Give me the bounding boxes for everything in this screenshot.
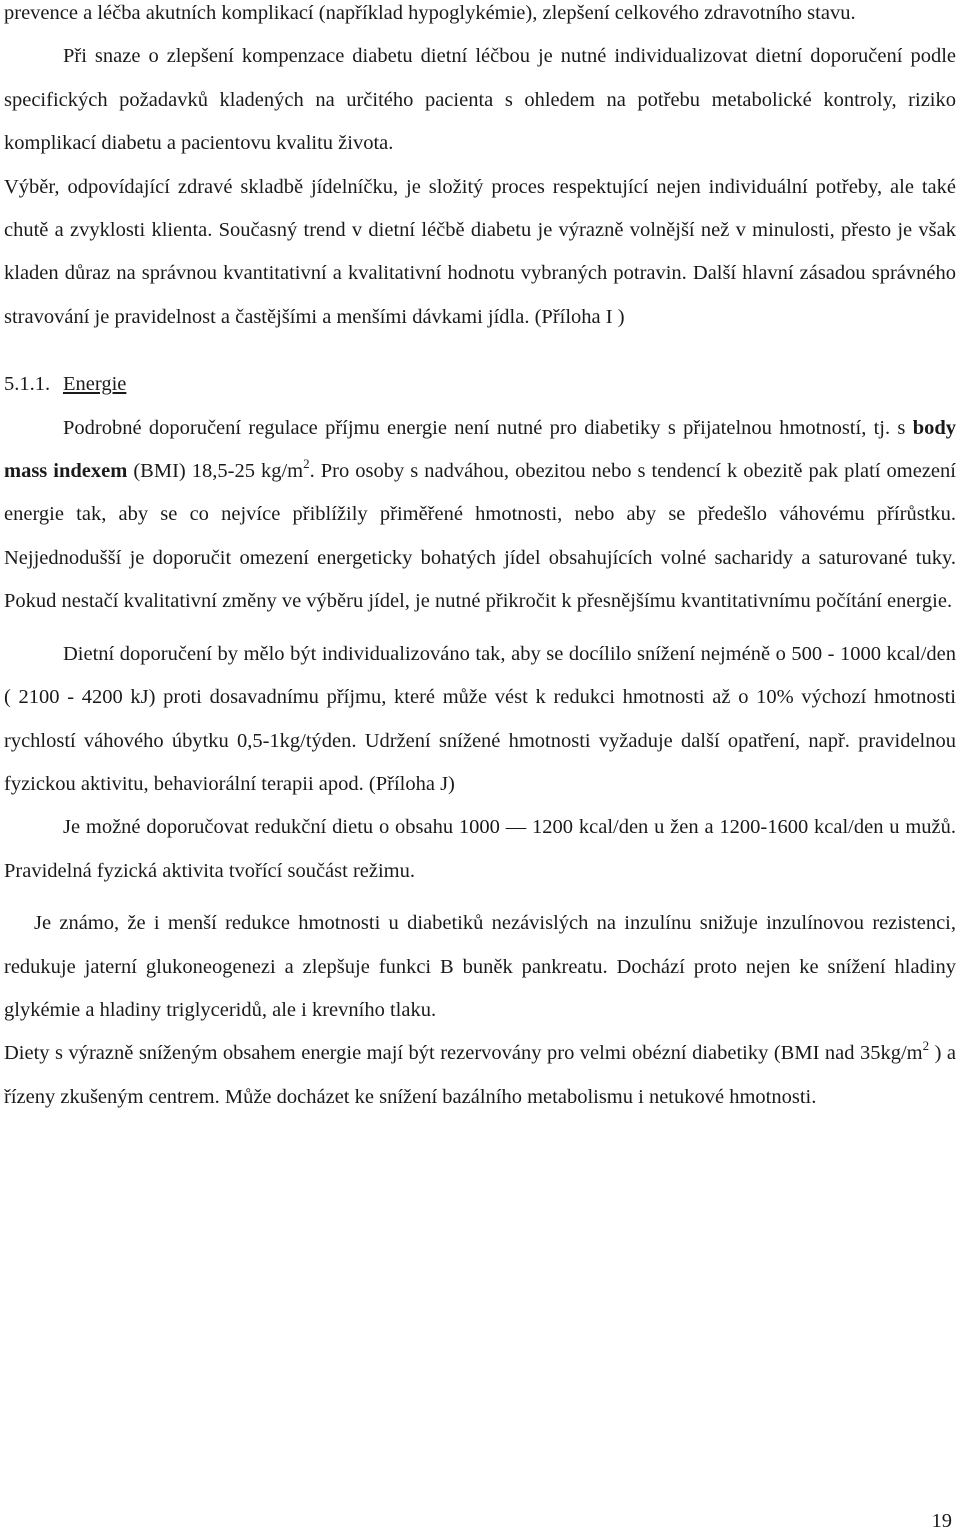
text-segment: (BMI) 18,5-25 kg/m (127, 460, 304, 483)
body-text (4, 0, 956, 1119)
text-segment: Podrobné doporučení regulace příjmu energie není nutné pro diabetiky s přijatelnou hmotností, tj. s (63, 416, 913, 439)
paragraph-food-choice: Výběr, odpovídající zdravé skladbě jídelníčku, je složitý proces respektující nejen individuální potřeby, ale také chutě a zvyklosti klienta. Současný trend v dietní léčbě diabetu je výrazně volnější než v minulosti, přesto je však kladen důraz na správnou kvantitativní a kvalitativní hodnotu vybraných potravin. Další hlavní zásadou správného stravování je pravidelnost a častějšími a menšími dávkami jídla. (Příloha I ) (4, 175, 956, 328)
paragraph-diet-recommendation: Dietní doporučení by mělo být individualizováno tak, aby se docílilo snížení nejméně o 500 - 1000 kcal/den ( 2100 - 4200 kJ) proti dosavadnímu příjmu, které může vést k redukci hmotnosti až o 10% výchozí hmotnosti rychlostí váhového úbytku 0,5-1kg/týden. Udržení snížené hmotnosti vyžaduje další opatření, např. pravidelnou fyzickou aktivitu, behaviorální terapii apod. (Příloha J) (4, 642, 956, 795)
section-title: Energie (63, 373, 127, 396)
text-segment: ) a řízeny zkušeným centrem. Může docházet ke snížení bazálního metabolismu i netukové hmotnosti. (4, 1042, 956, 1108)
paragraph-individualization: Při snaze o zlepšení kompenzace diabetu dietní léčbou je nutné individualizovat dietní doporučení podle specifických požadavků kladených na určitého pacienta s ohledem na potřebu metabolické kontroly, riziko komplikací diabetu a pacientovu kvalitu života. (4, 45, 956, 155)
superscript: 2 (303, 456, 310, 472)
paragraph-low-energy-diets (4, 1032, 956, 1119)
page-number: 19 (931, 1510, 952, 1532)
section-number: 5.1.1. (4, 373, 51, 396)
paragraph-reduction-diet: Je možné doporučovat redukční dietu o obsahu 1000 — 1200 kcal/den u žen a 1200-1600 kcal/den u mužů. Pravidelná fyzická aktivita tvořící součást režimu. (4, 816, 956, 882)
section-heading (4, 363, 956, 406)
text-segment: Diety s výrazně sníženým obsahem energie mají být rezervovány pro velmi obézní diabetiky (BMI nad 35kg/m (4, 1042, 923, 1065)
paragraph-energy-regulation (4, 407, 956, 624)
superscript: 2 (922, 1038, 930, 1054)
bold-term: body mass indexem (4, 416, 956, 483)
paragraph-continuation: prevence a léčba akutních komplikací (například hypoglykémie), zlepšení celkového zdravotního stavu. (4, 2, 856, 24)
text-segment: . Pro osoby s nadváhou, obezitou nebo s tendencí k obezitě pak platí omezení energie tak, aby se co nejvíce přiblížily přiměřené hmotnosti, nebo aby se předešlo váhovému přírůstku. Nejjednodušší je doporučit omezení energeticky bohatých jídel obsahujících volné sacharidy a saturované tuky. Pokud nestačí kvalitativní změny ve výběru jídel, je nutné přikročit k přesnějšímu kvantitativnímu počítání energie. (4, 460, 956, 613)
paragraph-weight-reduction: Je známo, že i menší redukce hmotnosti u diabetiků nezávislých na inzulínu snižuje inzulínovou rezistenci, redukuje jaterní glukoneogenezi a zlepšuje funkci B buněk pankreatu. Dochází proto nejen ke snížení hladiny glykémie a hladiny triglyceridů, ale i krevního tlaku. (4, 912, 956, 1021)
